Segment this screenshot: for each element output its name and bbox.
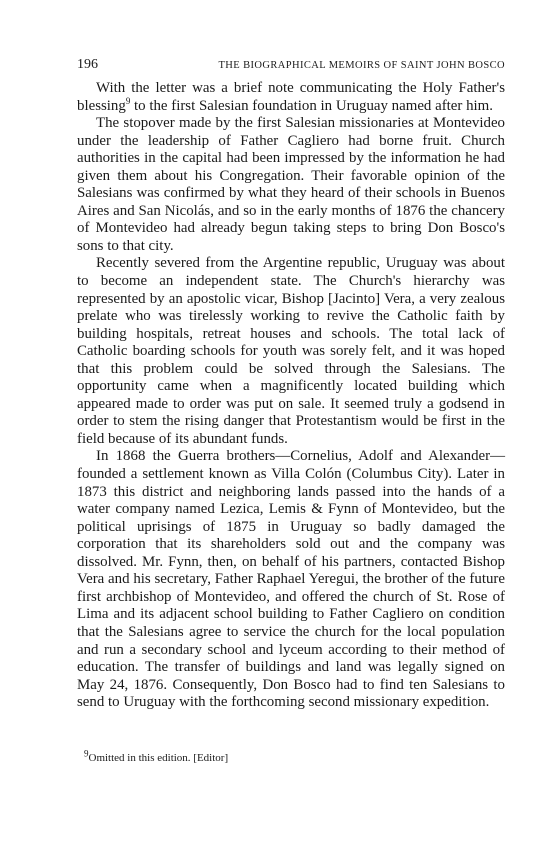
paragraph-1-text-start: With the letter was a brief note communicating the Holy Father's blessing <box>77 80 505 114</box>
paragraph-3: Recently severed from the Argentine republic, Uruguay was about to become an independent state. The Church's hierarchy was represented by an apostolic vicar, Bishop [Jacinto] Vera, a very zealous prelate who was tirelessly working to revive the Catholic faith by building hospitals, retreat houses and schools. The total lack of Catholic boarding schools for youth was sorely felt, and it was hoped that this problem could be solved through the Salesians. The opportunity came when a magnificently located building which appeared made to order was put on sale. It seemed truly a godsend in order to stem the rising danger that Protestantism would be first in the field because of its abundant funds. <box>77 255 505 447</box>
body-text <box>77 80 505 712</box>
footnote-reference: 9 <box>125 95 131 106</box>
paragraph-1-text-end: to the first Salesian foundation in Uruguay named after him. <box>130 97 493 114</box>
footnote-marker: 9 <box>84 748 89 759</box>
paragraph-2: The stopover made by the first Salesian missionaries at Montevideo under the leadership of Father Cagliero had borne fruit. Church authorities in the capital had been impressed by the information he had given them about his Congregation. Their favorable opinion of the Salesians was confirmed by what they heard of their schools in Buenos Aires and San Nicolás, and so in the early months of 1876 the chancery of Montevideo had already begun taking steps to bring Don Bosco's sons to that city. <box>77 115 505 254</box>
paragraph-4: In 1868 the Guerra brothers—Cornelius, Adolf and Alexander—founded a settlement known as Villa Colón (Columbus City). Later in 1873 this district and neighboring lands passed into the hands of a water company named Lezica, Lemis & Fynn of Montevideo, but the political uprisings of 1875 in Uruguay so badly damaged the corporation that its shareholders sold out and the company was dissolved. Mr. Fynn, then, on behalf of his partners, contacted Bishop Vera and his secretary, Father Raphael Yeregui, the brother of the future first archbishop of Montevideo, and offered the church of St. Rose of Lima and its adjacent school building to Father Cagliero on condition that the Salesians agree to service the church for the local population and run a secondary school and lyceum according to their method of education. The transfer of buildings and land was legally signed on May 24, 1876. Consequently, Don Bosco had to find ten Salesians to send to Uruguay with the forthcoming second missionary expedition. <box>77 448 505 711</box>
paragraph-1 <box>77 80 505 115</box>
page-header <box>77 56 505 74</box>
page-number: 196 <box>77 57 98 72</box>
footnote <box>84 748 504 765</box>
running-head: THE BIOGRAPHICAL MEMOIRS OF SAINT JOHN BOSCO <box>218 60 505 71</box>
footnote-text: Omitted in this edition. [Editor] <box>88 752 229 764</box>
